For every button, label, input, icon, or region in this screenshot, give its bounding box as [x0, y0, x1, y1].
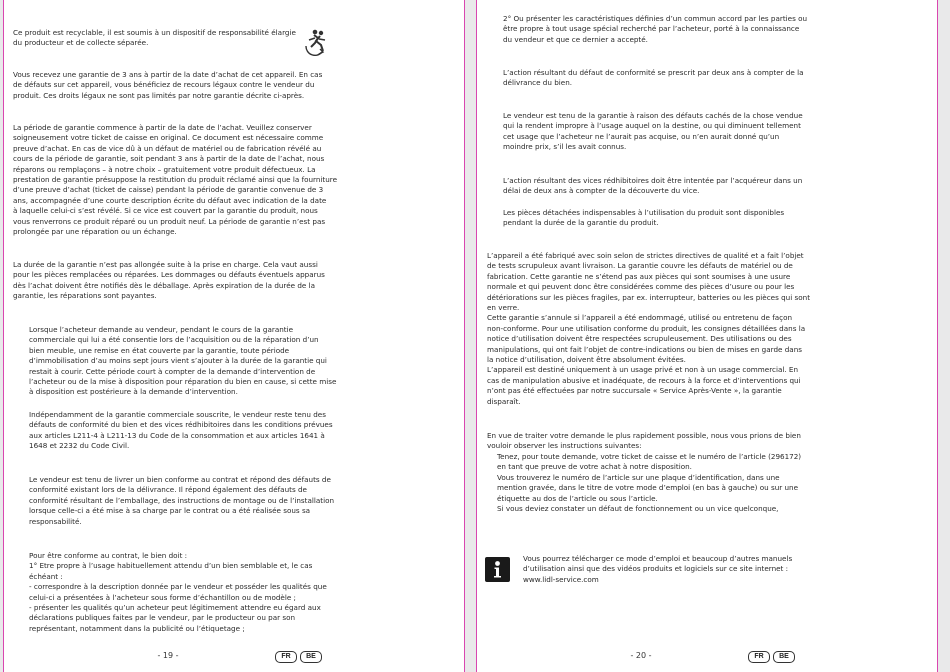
vices-action-paragraph: L’action résultant des vices rédhibitoires doit être intentée par l’acquéreur dans un délai de deux ans à compter de la découverte du vice.	[503, 176, 803, 196]
warranty-period-paragraph: La période de garantie commence à partir de la date de l’achat. Veuillez conserver soigneusement votre ticket de caisse en original. Ce document est nécessaire comme preuve d’achat. En cas de vice dû à un défaut de matériel ou de fabrication révélé au cours de la période de garantie, soit pendant 3 ans à partir de la date de l’achat, nous réparons ou remplaçons – à notre choix – gratuitement votre produit défectueux. La prestation de garantie présuppose la restitution du produit réclamé ainsi que la fourniture d’une preuve d’achat (ticket de caisse) pendant la période de garantie convenue de 3 ans, accompagnée d’une courte description écrite du défaut avec indication de la date à laquelle celui-ci s’est révélé. Si ce vice est couvert par la garantie du produit, nous vous renverrons ce produit réparé ou un produit neuf. La période de garantie n’est pas prolongée par une réparation ou un échange.	[13, 123, 338, 237]
spare-parts-paragraph: Les pièces détachées indispensables à l’utilisation du produit sont disponibles pendant la durée de la garantie du produit.	[503, 208, 785, 228]
page-number: - 20 -	[630, 651, 652, 660]
conformity-criteria-list: Pour être conforme au contrat, le bien doit : 1° Etre propre à l’usage habituellement attendu d’un bien semblable et, le cas échéant : - correspondre à la description donnée par le vendeur et posséder les qualités que celui-ci a présentées à l’acheteur sous forme d’échantillon ou de modèle ; - présenter les qualités qu’un acheteur peut légitimement attendre eu égard aux déclarations publiques faites par le vendeur, par le producteur ou par son représentant, notamment dans la publicité ou l’étiquetage ;	[29, 551, 327, 633]
legal-conformity-paragraph: Indépendamment de la garantie commerciale souscrite, le vendeur reste tenu des défauts de conformité du bien et des vices rédhibitoires dans les conditions prévues aux articles L211-4 à L211-13 du Code de la consommation et aux articles 1641 à 1648 et 2232 du Code Civil.	[29, 410, 333, 451]
warranty-duration-paragraph: La durée de la garantie n’est pas allongée suite à la prise en charge. Cela vaut aussi pour les pièces remplacées ou réparées. Les dommages ou défauts éventuels apparus dès l’achat doivent être notifiés dès le déballage. Après expiration de la durée de la garantie, les réparations sont payantes.	[13, 260, 325, 301]
country-badges	[275, 651, 322, 663]
conformity-point-2: 2° Ou présenter les caractéristiques définies d’un commun accord par les parties ou être propre à tout usage spécial recherché par l’acheteur, porté à la connaissance du vendeur et que ce dernier a accepté.	[503, 14, 808, 44]
process-steps-paragraph: Tenez, pour toute demande, votre ticket de caisse et le numéro de l’article (296172) en tant que preuve de votre achat à notre disposition. Vous trouverez le numéro de l’article sur une plaque d’identification, dans une mention gravée, dans le titre de votre mode d’emploi (en bas à gauche) ou sur une étiquette au dos de l’article ou sous l’article. Si vous deviez constater un défaut de fonctionnement ou un vice quelconque,	[497, 452, 802, 514]
page-19	[3, 0, 465, 672]
country-badges	[748, 651, 795, 663]
download-notice: Vous pourrez télécharger ce mode d’emploi et beaucoup d’autres manuels d’utilisation ainsi que des vidéos produits et logiciels sur ce site internet : www.lidl-service.com	[523, 554, 793, 584]
page-20	[476, 0, 938, 672]
recycling-notice: Ce produit est recyclable, il est soumis à un dispositif de responsabilité élargie du producteur et de collecte séparée.	[13, 28, 296, 48]
seller-conformity-paragraph: Le vendeur est tenu de livrer un bien conforme au contrat et répond des défauts de conformité existant lors de la délivrance. Il répond également des défauts de conformité résultant de l’emballage, des instructions de montage ou de l’installation lorsque celle-ci a été mise à sa charge par le contrat ou a été réalisée sous sa responsabilité.	[29, 475, 335, 526]
warranty-intro-paragraph: Vous recevez une garantie de 3 ans à partir de la date d’achat de cet appareil. En cas de défauts sur cet appareil, vous bénéficiez de recours légaux contre le vendeur du produit. Ces droits légaux ne sont pas limités par notre garantie décrite ci-après.	[13, 70, 323, 100]
conformity-action-paragraph: L’action résultant du défaut de conformité se prescrit par deux ans à compter de la délivrance du bien.	[503, 68, 804, 88]
process-intro-paragraph: En vue de traiter votre demande le plus rapidement possible, nous vous prions de bien vouloir observer les instructions suivantes:	[487, 431, 801, 451]
badge-be: BE	[773, 651, 795, 663]
info-icon	[485, 557, 510, 582]
page-number: - 19 -	[157, 651, 179, 660]
manufacturing-warranty-paragraph: L’appareil a été fabriqué avec soin selon de strictes directives de qualité et a fait l’objet de tests scrupuleux avant livraison. La garantie couvre les défauts de matériel ou de fabrication. Cette garantie ne s’étend pas aux pièces qui sont soumises à une usure normale et qui peuvent donc être considérées comme des pièces d’usure ou pour les détériorations sur les pièces fragiles, par ex. interrupteur, batteries ou les pièces qui sont en verre. Cette garantie s’annule si l’appareil a été endommagé, utilisé ou entretenu de façon non-conforme. Pour une utilisation conforme du produit, les consignes détaillées dans la notice d’utilisation doivent être respectées scrupuleusement. Des utilisations ou des manipulations, qui ont fait l’objet de contre-indications ou bien de mises en garde dans la notice d’utilisation, doivent être absolument évitées. L’appareil est destiné uniquement à un usage privé et non à un usage commercial. En cas de manipulation abusive et inadéquate, de recours à la force et d’interventions qui n’ont pas été effectuées par notre succursale « Service Après-Vente », la garantie disparaît.	[487, 251, 811, 406]
badge-fr: FR	[748, 651, 770, 663]
badge-be: BE	[300, 651, 322, 663]
badge-fr: FR	[275, 651, 297, 663]
commercial-warranty-paragraph: Lorsque l’acheteur demande au vendeur, pendant le cours de la garantie commerciale qui lui a été consentie lors de l’acquisition ou de la réparation d’un bien meuble, une remise en état couverte par la garantie, toute période d’immobilisation d’au moins sept jours vient s’ajouter à la durée de la garantie qui restait à courir. Cette période court à compter de la demande d’intervention de l’acheteur ou de la mise à disposition pour réparation du bien en cause, si cette mise à disposition est postérieure à la demande d’intervention.	[29, 325, 337, 397]
triman-recycle-icon	[302, 28, 330, 56]
hidden-defects-paragraph: Le vendeur est tenu de la garantie à raison des défauts cachés de la chose vendue qui la rendent impropre à l’usage auquel on la destine, ou qui diminuent tellement cet usage que l’acheteur ne l’aurait pas acquise, ou n’en aurait donné qu’un moindre prix, s’il les avait connus.	[503, 111, 803, 152]
